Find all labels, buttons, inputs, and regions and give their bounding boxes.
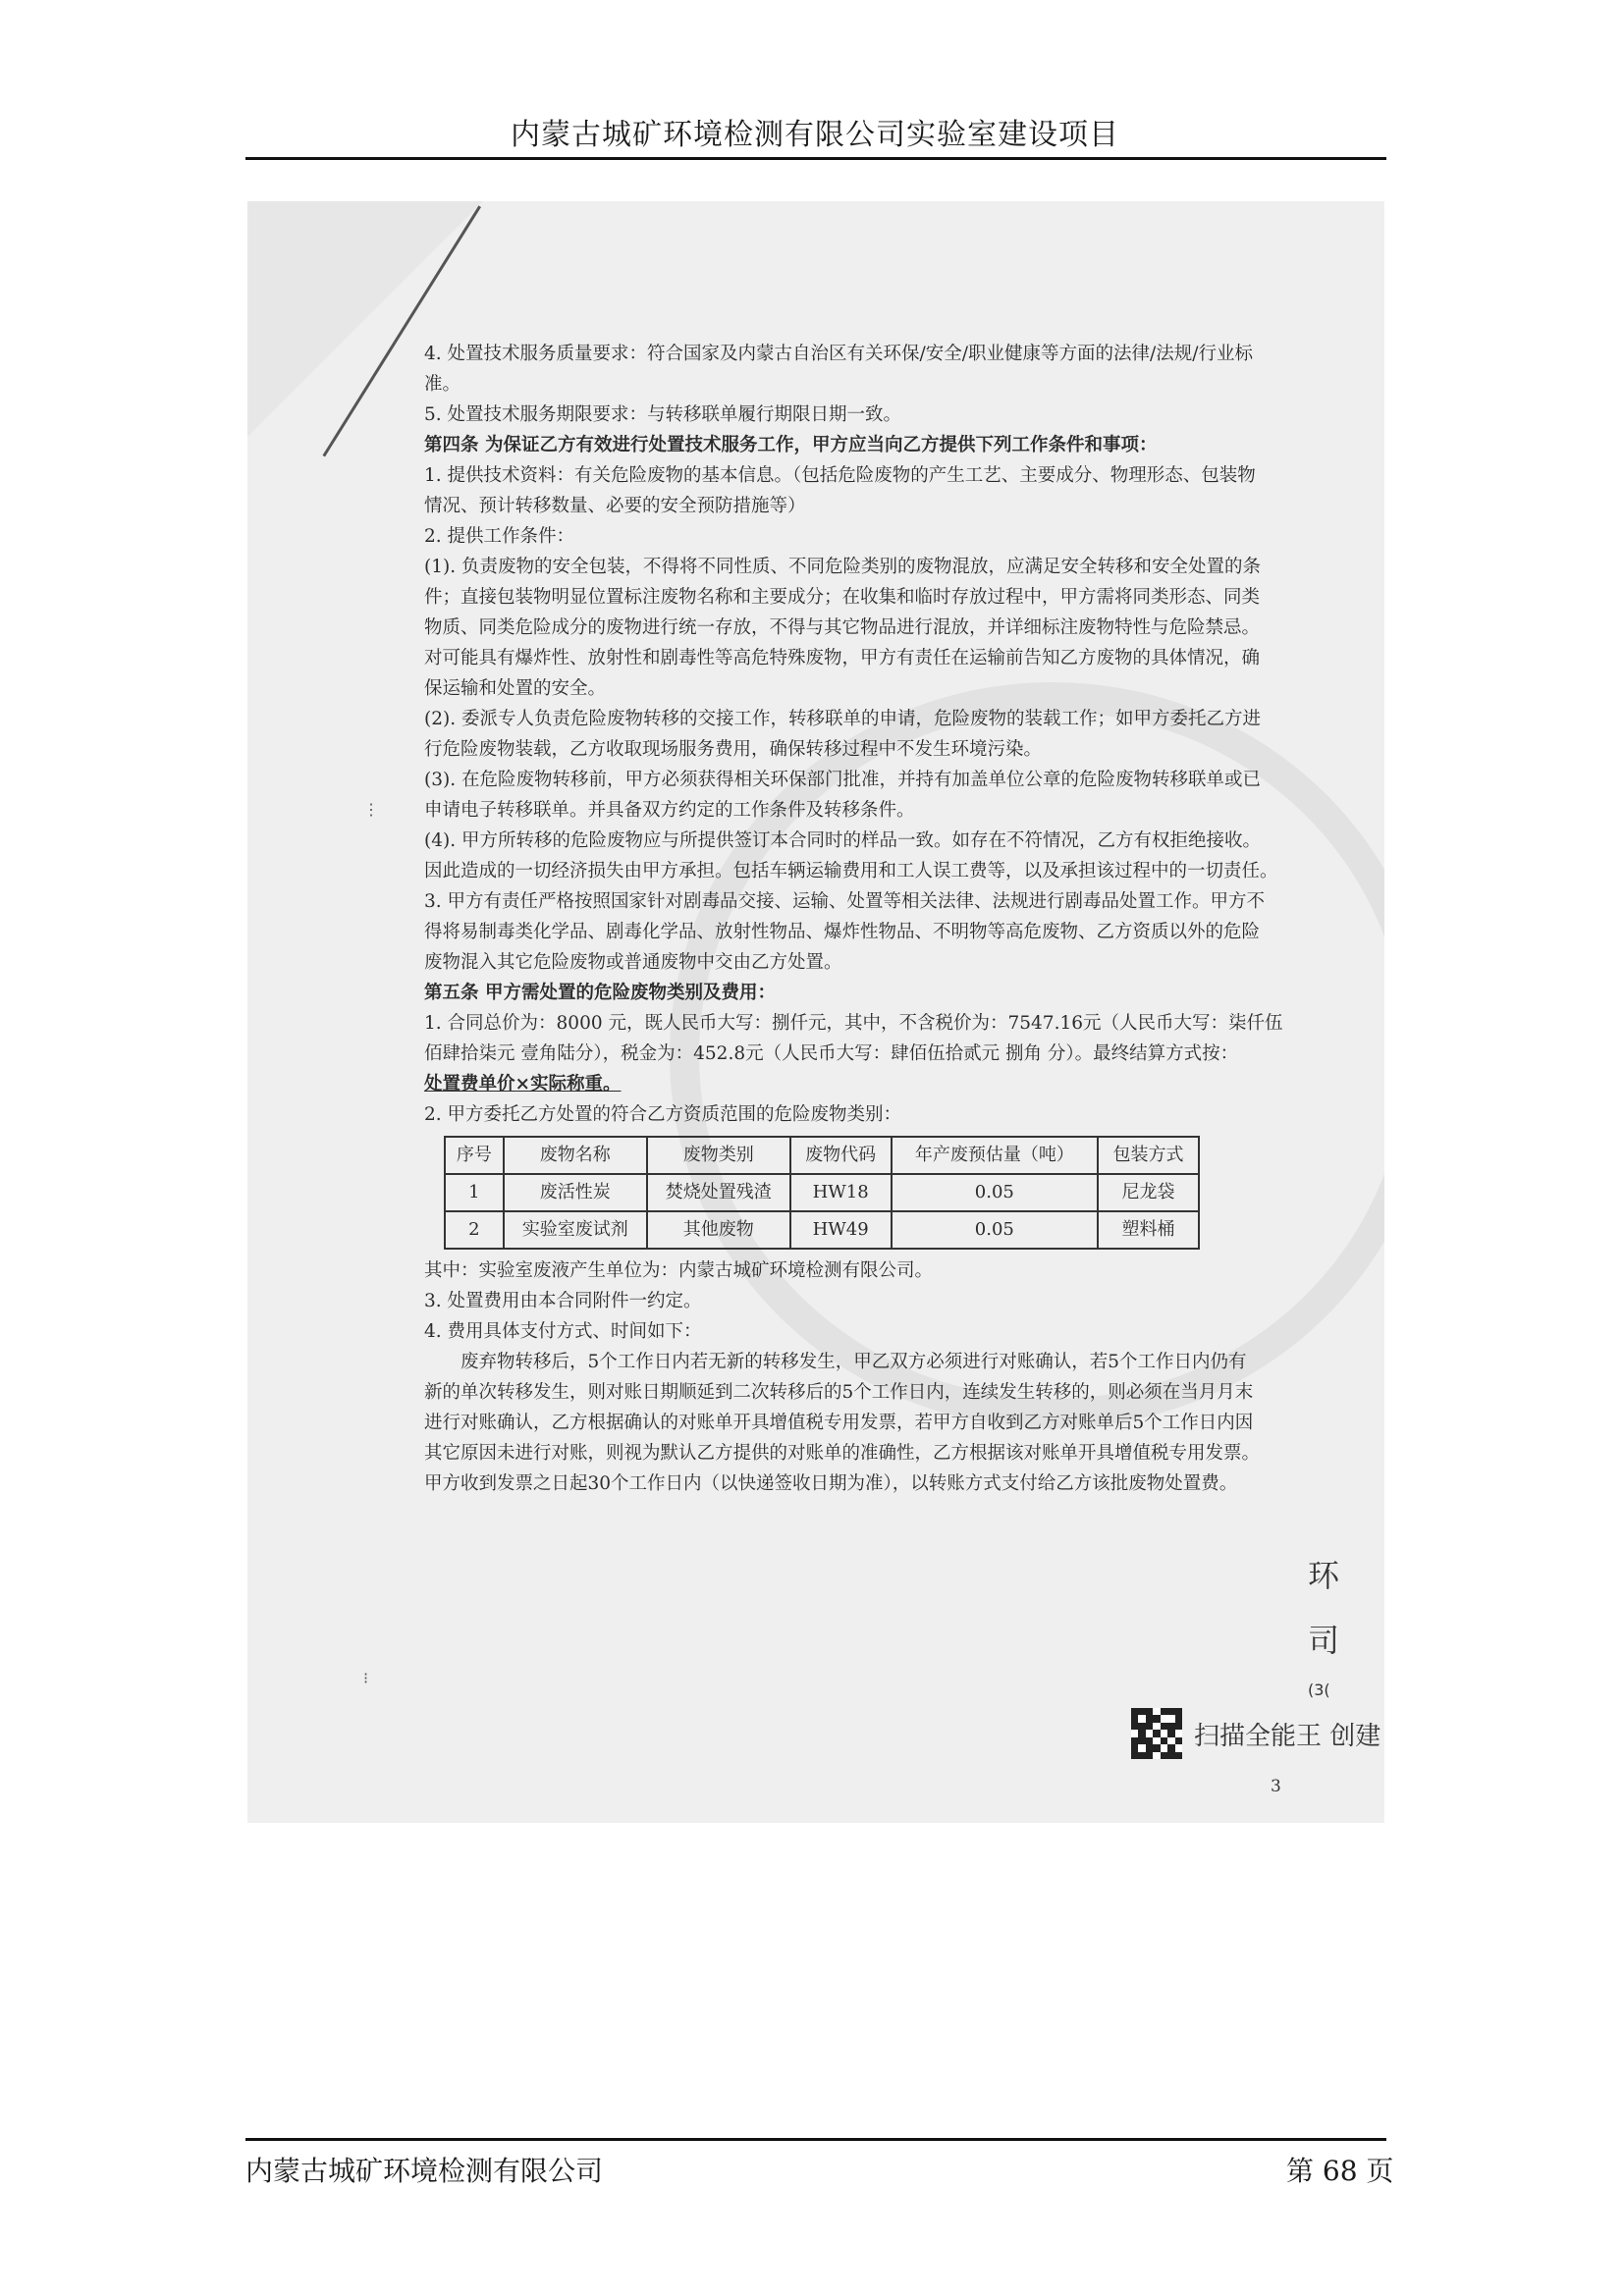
clause-line: 废物混入其它危险废物或普通废物中交由乙方处置。 [424, 952, 842, 973]
waste-category-table [444, 1136, 1200, 1250]
page-header-title: 内蒙古城矿环境检测有限公司实验室建设项目 [511, 118, 1119, 152]
clause-line: 3. 甲方有责任严格按照国家针对剧毒品交接、运输、处置等相关法律、法规进行剧毒品处置工作。甲方不 [424, 891, 1266, 912]
column-header: 废物类别 [647, 1137, 790, 1174]
scanned-contract-page [247, 201, 1384, 1823]
clause-line: 1. 合同总价为：8000 元，既人民币大写：捌仟元，其中，不含税价为：7547.16元（人民币大写：柒仟伍 [424, 1013, 1283, 1034]
table-cell: 废活性炭 [504, 1174, 647, 1211]
footer-divider [245, 2138, 1386, 2141]
clause-line: 佰肆拾柒元 壹角陆分），税金为：452.8元（人民币大写：肆佰伍拾贰元 捌角 分）。最终结算方式按： [424, 1043, 1239, 1064]
clause-line: 对可能具有爆炸性、放射性和剧毒性等高危特殊废物，甲方有责任在运输前告知乙方废物的具体情况，确 [424, 648, 1261, 668]
watermark-text: 扫描全能王 创建 [1194, 1721, 1381, 1751]
clause-line: 4. 费用具体支付方式、时间如下： [424, 1321, 702, 1342]
column-header: 废物名称 [504, 1137, 647, 1174]
clause-line: 因此造成的一切经济损失由甲方承担。包括车辆运输费用和工人误工费等，以及承担该过程中的一切责任。 [424, 861, 1278, 881]
qr-code-icon [1131, 1708, 1182, 1759]
table-cell: HW18 [790, 1174, 892, 1211]
clause-line: 甲方收到发票之日起30个工作日内（以快递签收日期为准），以转账方式支付给乙方该批废物处置费。 [424, 1473, 1238, 1494]
scan-speck: ⁝ [363, 1669, 369, 1687]
clause-line: 2. 提供工作条件： [424, 526, 575, 547]
scanner-watermark [1131, 1708, 1380, 1759]
clause-line: 2. 甲方委托乙方处置的符合乙方资质范围的危险废物类别： [424, 1104, 902, 1125]
edge-character: 环 [1308, 1557, 1340, 1594]
clause-line: 其中：实验室废液产生单位为：内蒙古城矿环境检测有限公司。 [424, 1260, 934, 1281]
clause-line: 5. 处置技术服务期限要求：与转移联单履行期限日期一致。 [424, 404, 902, 425]
table-cell: 其他废物 [647, 1211, 790, 1249]
column-header: 序号 [445, 1137, 504, 1174]
table-cell: 塑料桶 [1098, 1211, 1199, 1249]
column-header: 包装方式 [1098, 1137, 1199, 1174]
clause-line: 行危险废物装载，乙方收取现场服务费用，确保转移过程中不发生环境污染。 [424, 739, 1043, 760]
article-four-heading: 第四条 为保证乙方有效进行处置技术服务工作，甲方应当向乙方提供下列工作条件和事项： [424, 435, 1158, 455]
table-cell: 尼龙袋 [1098, 1174, 1199, 1211]
clause-line: 新的单次转移发生，则对账日期顺延到二次转移后的5个工作日内，连续发生转移的，则必须在当月月末 [424, 1382, 1254, 1403]
clause-line: 得将易制毒类化学品、剧毒化学品、放射性物品、爆炸性物品、不明物等高危废物、乙方资质以外的危险 [424, 922, 1261, 942]
edge-character: (3( [1308, 1681, 1330, 1699]
clause-line: 件；直接包装物明显位置标注废物名称和主要成分；在收集和临时存放过程中，甲方需将同类形态、同类 [424, 587, 1261, 608]
table-cell: 焚烧处置残渣 [647, 1174, 790, 1211]
table-row [445, 1174, 1199, 1211]
clause-line: 情况、预计转移数量、必要的安全预防措施等） [424, 496, 806, 516]
scan-speck: ⋮ [363, 800, 379, 819]
clause-line: (2). 委派专人负责危险废物转移的交接工作，转移联单的申请，危险废物的装载工作；如甲方委托乙方进 [424, 709, 1261, 729]
table-cell: 0.05 [892, 1174, 1099, 1211]
footer-page-number: 第 68 页 [1286, 2155, 1394, 2187]
column-header: 年产废预估量（吨） [892, 1137, 1099, 1174]
clause-line: 4. 处置技术服务质量要求：符合国家及内蒙古自治区有关环保/安全/职业健康等方面的法律/法规/行业标 [424, 344, 1253, 364]
table-cell: 0.05 [892, 1211, 1099, 1249]
clause-line: (3). 在危险废物转移前，甲方必须获得相关环保部门批准，并持有加盖单位公章的危险废物转移联单或已 [424, 770, 1261, 790]
clause-line: 保运输和处置的安全。 [424, 678, 607, 699]
table-cell: HW49 [790, 1211, 892, 1249]
clause-line: 申请电子转移联单。并具备双方约定的工作条件及转移条件。 [424, 800, 915, 821]
article-five-heading: 第五条 甲方需处置的危险废物类别及费用： [424, 983, 776, 1003]
scan-page-number: 3 [1271, 1777, 1281, 1796]
clause-line: 1. 提供技术资料：有关危险废物的基本信息。（包括危险废物的产生工艺、主要成分、物理形态、包装物 [424, 465, 1256, 486]
table-row [445, 1211, 1199, 1249]
table-header-row [445, 1137, 1199, 1174]
table-cell: 2 [445, 1211, 504, 1249]
clause-line: 准。 [424, 374, 461, 395]
header-divider [245, 157, 1386, 160]
table-cell: 实验室废试剂 [504, 1211, 647, 1249]
edge-character: 司 [1308, 1622, 1340, 1659]
clause-line: (1). 负责废物的安全包装，不得将不同性质、不同危险类别的废物混放，应满足安全转移和安全处置的条 [424, 557, 1261, 577]
clause-line: 物质、同类危险成分的废物进行统一存放，不得与其它物品进行混放，并详细标注废物特性与危险禁忌。 [424, 617, 1261, 638]
clause-line: 废弃物转移后，5个工作日内若无新的转移发生，甲乙双方必须进行对账确认，若5个工作日内仍有 [460, 1352, 1247, 1372]
clause-line: 进行对账确认，乙方根据确认的对账单开具增值税专用发票，若甲方自收到乙方对账单后5个工作日内因 [424, 1413, 1254, 1433]
table-cell: 1 [445, 1174, 504, 1211]
column-header: 废物代码 [790, 1137, 892, 1174]
settlement-formula: 处置费单价×实际称重。 [424, 1074, 622, 1095]
contract-text [424, 339, 1384, 1499]
clause-line: 其它原因未进行对账，则视为默认乙方提供的对账单的准确性，乙方根据该对账单开具增值税专用发票。 [424, 1443, 1261, 1464]
clause-line: (4). 甲方所转移的危险废物应与所提供签订本合同时的样品一致。如存在不符情况，乙方有权拒绝接收。 [424, 830, 1261, 851]
footer-company: 内蒙古城矿环境检测有限公司 [245, 2155, 604, 2187]
clause-line: 3. 处置费用由本合同附件一约定。 [424, 1291, 702, 1311]
